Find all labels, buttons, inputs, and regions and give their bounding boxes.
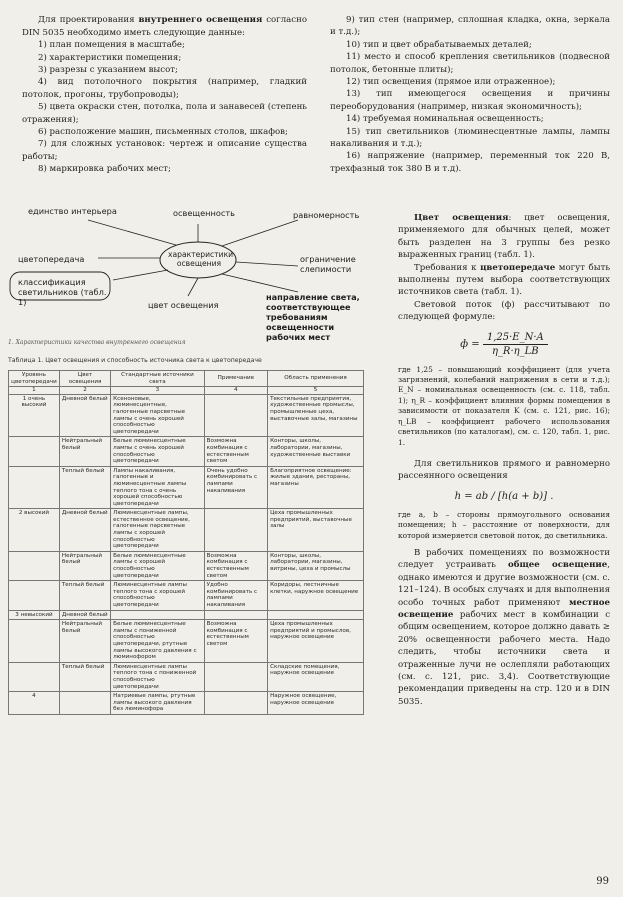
list-item: 5) цвета окраски стен, потолка, пола и занавесей (степень отражения); (22, 102, 307, 125)
table-cell-area (268, 610, 364, 620)
table-cell-note: Возможна комбинация с естественным светом (204, 620, 267, 663)
table-cell-level: 2 высокий (9, 509, 60, 552)
label-direction: направление света, соответствующее требованиям освещенности рабочих мест (266, 292, 360, 342)
requirements-list-right (330, 14, 610, 175)
flux-legend: где 1,25 – повышающий коэффициент (для учета загрязнений, колебаний напряжения в сети и т.д.); E_N – номинальная освещенность (см. с. 118, табл. 1); η_R – коэффициент влияния формы помещения в зависимости от показателя K (см. с. 121, рис. 16); η_LB – коэффициент рабочего использования светильников (по каталогам), см. с. 120, табл. 1, рис. 1. (398, 364, 610, 447)
label-classification: классификация светильников (табл. 1) (18, 277, 107, 307)
table-cell-color: Нейтральный белый (59, 551, 110, 580)
lighting-characteristics-diagram (8, 200, 408, 340)
table-cell-sources: Натриевые лампы, ртутные лампы высокого давления без люминофора (111, 692, 204, 715)
room-index-formula: h = ab / [h(a + b)] . (454, 490, 554, 502)
table-cell-level (9, 620, 60, 663)
table-cell-level: 3 невысокий (9, 610, 60, 620)
table-cell-color (59, 692, 110, 715)
table-cell-area: Текстильные предприятия, художественные промыслы, промышленные цеха, выставочные залы, магазины (268, 394, 364, 437)
table-cell-color: Дневной белый (59, 509, 110, 552)
table-cell-color: Нейтральный белый (59, 620, 110, 663)
list-item: 11) место и способ крепления светильников (подвесной потолок, бетонные плиты); (330, 52, 610, 75)
label-unity: единство интерьера (28, 206, 117, 216)
list-item: 8) маркировка рабочих мест; (38, 164, 171, 175)
table-cell-note (204, 610, 267, 620)
color-rendering-table (8, 370, 364, 715)
table-cell-note: Возможна комбинация с естественным светом (204, 437, 267, 466)
table-cell-note: Возможна комбинация с естественным светом (204, 551, 267, 580)
table-header-cell: Область применения (268, 371, 364, 387)
table-cell-note (204, 509, 267, 552)
table-cell-note: Удобно комбинировать с лампами накаливания (204, 581, 267, 610)
column-number: 3 (111, 387, 204, 395)
table-row (9, 466, 364, 509)
diagram-center: характеристики освещения (168, 250, 234, 268)
column-number: 1 (9, 387, 60, 395)
color-render-paragraph: Требования к цветопередаче могут быть выполнены путем выбора соответствующих источников света (табл. 1). (398, 262, 611, 298)
table-row (9, 551, 364, 580)
uniform-paragraph: Для светильников прямого и равномерно рассеянного освещения (398, 458, 610, 482)
list-item: 1) план помещения в масштабе; (38, 40, 185, 51)
table-cell-sources: Ксеноновые, люминесцентные, галогенные парсветные лампы с очень хорошей способностью цветопередачи (111, 394, 204, 437)
diagram-caption: 1. Характеристики качества внутреннего освещения (8, 339, 186, 346)
right-lower-text (398, 212, 610, 708)
column-number: 4 (204, 387, 267, 395)
label-light-color: цвет освещения (148, 300, 219, 310)
table-cell-sources: Лампы накаливания, галогенные и люминесцентные лампы теплого тона с очень хорошей способностью цветопередачи (111, 466, 204, 509)
label-glare: ограничение слепимости (300, 254, 356, 274)
flux-paragraph: Световой поток (ф) рассчитывают по следующей формуле: (398, 299, 610, 323)
table-row (9, 662, 364, 691)
list-item: 9) тип стен (например, сплошная кладка, окна, зеркала и т.д.); (330, 15, 610, 38)
table-cell-area: Конторы, школы, лаборатории, магазины, художественные выставки (268, 437, 364, 466)
table-cell-level: 1 очень высокий (9, 394, 60, 437)
table-row (9, 394, 364, 437)
table-cell-area: Цеха промышленных предприятий, выставочные залы (268, 509, 364, 552)
column-number: 2 (59, 387, 110, 395)
table-cell-level (9, 437, 60, 466)
table-cell-note (204, 692, 267, 715)
table-cell-sources (111, 610, 204, 620)
list-item: 7) для сложных установок: чертеж и описание существа работы; (22, 139, 307, 162)
table-cell-area: Конторы, школы, лаборатории, магазины, витрины, цеха и промыслы (268, 551, 364, 580)
table-cell-area: Цеха промышленных предприятий и промыслов, наружное освещение (268, 620, 364, 663)
list-item: 3) разрезы с указанием высот; (38, 65, 178, 75)
table-row (9, 581, 364, 610)
table-header-cell: Цвет освещения (59, 371, 110, 387)
label-illuminance: освещенность (173, 208, 235, 218)
table-cell-sources: Белые люминесцентные лампы с хорошей способностью цветопередачи (111, 551, 204, 580)
table-row (9, 610, 364, 620)
list-item: 2) характеристики помещения; (38, 52, 182, 63)
intro-paragraph: Для проектирования внутреннего освещения согласно DIN 5035 необходимо иметь следующие данные: (22, 15, 307, 38)
room-index-legend: где a, b – стороны прямоугольного основания помещения; h – расстояние от поверхности, для которой измеряется световой поток, до светильника. (398, 509, 610, 540)
list-item: 10) тип и цвет обрабатываемых деталей; (346, 39, 532, 50)
table-header-cell: Стандартные источники света (111, 371, 204, 387)
table-cell-area: Наружное освещение, наружное освещение (268, 692, 364, 715)
label-color-render: цветопередача (18, 254, 85, 264)
work-lighting-paragraph: В рабочих помещениях по возможности следует устраивать общее освещение, однако имеются и другие возможности (см. с. 121–124). В особых случаях и для выполнения особо точных работ применяют местное освещение рабочих мест в комбинации с общим освещением, которое должно давать ≥ 20% освещенности рабочего места. Надо следить, чтобы источники света и отраженные лучи не ослепляли работающих (см. с. 121, рис. 3,4). Соответствующие рекомендации приведены на стр. 120 и в DIN 5035. (398, 547, 611, 707)
table-row (9, 437, 364, 466)
table-row (9, 620, 364, 663)
table-cell-color: Теплый белый (59, 662, 110, 691)
table-cell-area: Коридоры, лестничные клетки, наружное освещение (268, 581, 364, 610)
table-header-cell: Уровень цветопередачи (9, 371, 60, 387)
table-cell-level (9, 662, 60, 691)
table-cell-color: Нейтральный белый (59, 437, 110, 466)
table-cell-color: Теплый белый (59, 581, 110, 610)
list-item: 12) тип освещения (прямое или отраженное); (346, 77, 556, 88)
table-row (9, 509, 364, 552)
table-cell-level: 4 (9, 692, 60, 715)
table-cell-level (9, 581, 60, 610)
table-cell-sources: Люминесцентные лампы, естественное освещение, галогенные парсветные лампы с хорошей способностью цветопередачи (111, 509, 204, 552)
table-row (9, 692, 364, 715)
list-item: 16) напряжение (например, переменный ток 220 В, трехфазный ток 380 В и т.д). (330, 151, 610, 174)
table-cell-sources: Белые люминесцентные лампы с пониженной способностью цветопередачи, ртутные лампы высокого давления с люминофором (111, 620, 204, 663)
flux-formula: ф = $\frac{1,25\cdot E\_N\cdot A}{\eta\_R\cdot\eta\_LB}$ (398, 332, 610, 357)
table-cell-note (204, 662, 267, 691)
page-number: 99 (596, 876, 609, 887)
list-item: 4) вид потолочного покрытия (например, гладкий потолок, прогоны, трубопроводы); (22, 77, 307, 100)
table-cell-level (9, 551, 60, 580)
right-column (330, 14, 610, 175)
table-header-cell: Примечание (204, 371, 267, 387)
requirements-list-left (22, 39, 307, 175)
table-cell-level (9, 466, 60, 509)
table-cell-sources: Белые люминесцентные лампы с очень хорошей способностью цветопередачи (111, 437, 204, 466)
column-number: 5 (268, 387, 364, 395)
table-cell-note: Очень удобно комбинировать с лампами накаливания (204, 466, 267, 509)
table-cell-note (204, 394, 267, 437)
table-title: Таблица 1. Цвет освещения и способность источника света к цветопередаче (8, 357, 262, 364)
table-cell-color: Дневной белый (59, 610, 110, 620)
table-cell-area: Благоприятное освещение: жилые здания, рестораны, магазины (268, 466, 364, 509)
table-cell-sources: Люминесцентные лампы теплого тона с пониженной способностью цветопередачи (111, 662, 204, 691)
left-column (22, 14, 307, 176)
table-cell-area: Складские помещения, наружное освещение (268, 662, 364, 691)
list-item: 15) тип светильников (люминесцентные лампы, лампы накаливания и т.д.); (330, 126, 610, 150)
table-cell-sources: Люминесцентные лампы теплого тона с хорошей способностью цветопередачи (111, 581, 204, 610)
label-uniformity: равномерность (293, 210, 360, 220)
list-item: 13) тип имеющегося освещения и причины переоборудования (например, низкая экономичность); (330, 89, 610, 112)
table-cell-color: Дневной белый (59, 394, 110, 437)
color-light-paragraph: Цвет освещения: цвет освещения, применяемого для обычных целей, может быть разделен на 3 группы без резко выраженных границ (табл. 1). (398, 213, 610, 261)
list-item: 6) расположение машин, письменных столов, шкафов; (38, 127, 288, 138)
table-cell-color: Теплый белый (59, 466, 110, 509)
list-item: 14) требуемая номинальная освещенность; (346, 114, 544, 125)
